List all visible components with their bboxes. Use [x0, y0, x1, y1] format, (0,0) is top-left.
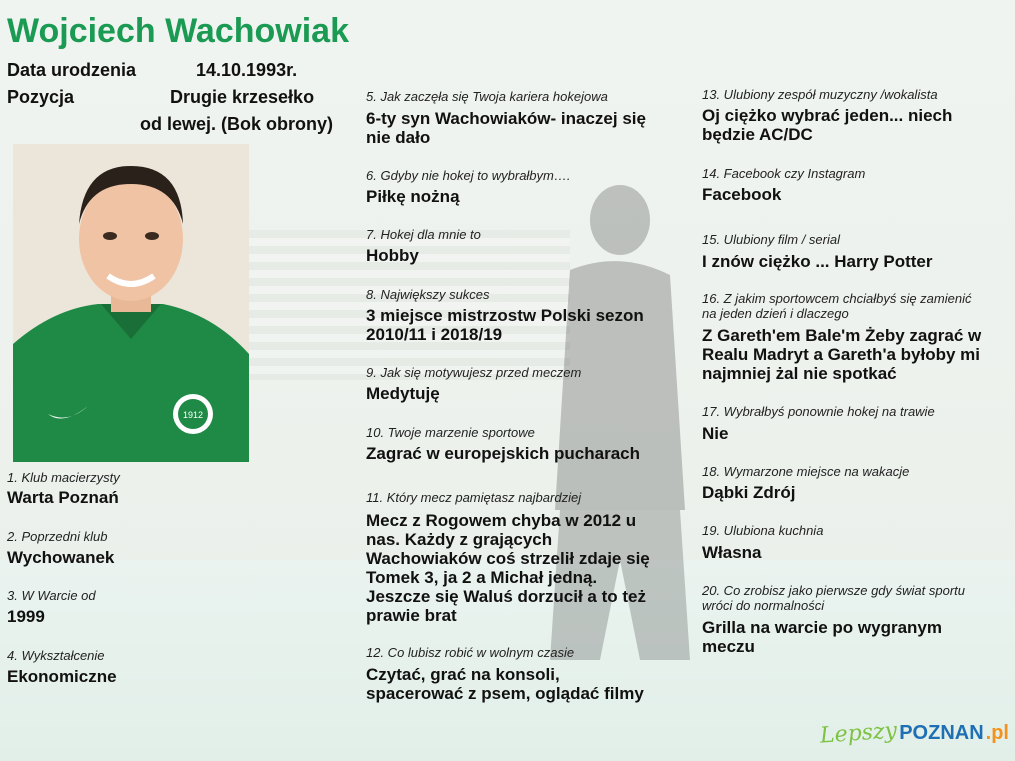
question-7: 7. Hokej dla mnie to [366, 227, 481, 242]
lepszypoznan-logo[interactable] [809, 718, 1009, 748]
question-3: 3. W Warcie od [7, 588, 96, 603]
birth-date-label: Data urodzenia [7, 60, 137, 80]
question-14: 14. Facebook czy Instagram [702, 166, 866, 181]
answer-15: I znów ciężko ... Harry Potter [702, 252, 933, 271]
logo-domain-text: .pl [985, 721, 1009, 744]
answer-9: Medytuję [366, 384, 440, 403]
logo-lepszy-text: Lepszy [819, 717, 898, 749]
position-label: Pozycja [7, 87, 75, 107]
answer-2: Wychowanek [7, 548, 115, 567]
position-value-line2: od lewej. (Bok obrony) [140, 114, 334, 134]
answer-3: 1999 [7, 607, 45, 626]
question-19: 19. Ulubiona kuchnia [702, 523, 824, 538]
answer-11: Mecz z Rogowem chyba w 2012 u nas. Każdy z grających Wachowiaków coś strzelił zdaje się Tomek 3, ja 2 a Michał jedną. Jeszcze się Waluś dorzucił a to też prawie brat [366, 511, 650, 625]
question-18: 18. Wymarzone miejsce na wakacje [702, 464, 910, 479]
answer-17: Nie [702, 424, 729, 443]
answer-4: Ekonomiczne [7, 667, 117, 686]
answer-14: Facebook [702, 185, 782, 204]
question-2: 2. Poprzedni klub [7, 529, 108, 544]
answer-1: Warta Poznań [7, 488, 119, 507]
player-photo [13, 144, 249, 462]
question-8: 8. Największy sukces [366, 287, 490, 302]
answer-6: Piłkę nożną [366, 187, 460, 206]
question-12: 12. Co lubisz robić w wolnym czasie [366, 645, 575, 660]
question-9: 9. Jak się motywujesz przed meczem [366, 365, 582, 380]
answer-7: Hobby [366, 246, 419, 265]
answer-13: Oj ciężko wybrać jeden... niech będzie AC/DC [702, 106, 953, 144]
question-16: 16. Z jakim sportowcem chciałbyś się zamienić na jeden dzień i dlaczego [702, 291, 972, 321]
answer-5: 6-ty syn Wachowiaków- inaczej się nie dało [366, 109, 646, 147]
question-13: 13. Ulubiony zespół muzyczny /wokalista [702, 87, 938, 102]
answer-18: Dąbki Zdrój [702, 483, 796, 502]
answer-19: Własna [702, 543, 762, 562]
birth-date-value: 14.10.1993r. [196, 60, 298, 80]
answer-20: Grilla na warcie po wygranym meczu [702, 618, 942, 656]
question-10: 10. Twoje marzenie sportowe [366, 425, 535, 440]
answer-16: Z Gareth'em Bale'm Żeby zagrać w Realu Madryt a Gareth'a byłoby mi najmniej żal nie spotkać [702, 326, 982, 383]
question-17: 17. Wybrałbyś ponownie hokej na trawie [702, 404, 935, 419]
logo-poznan-text: POZNAN [899, 721, 984, 744]
player-name: Wojciech Wachowiak [7, 12, 349, 50]
answer-8: 3 miejsce mistrzostw Polski sezon 2010/11 i 2018/19 [366, 306, 644, 344]
question-1: 1. Klub macierzysty [7, 470, 120, 485]
question-4: 4. Wykształcenie [7, 648, 105, 663]
badge-year: 1912 [182, 410, 204, 420]
question-15: 15. Ulubiony film / serial [702, 232, 840, 247]
question-11: 11. Który mecz pamiętasz najbardziej [366, 490, 582, 505]
answer-12: Czytać, grać na konsoli, spacerować z psem, oglądać filmy [366, 665, 644, 703]
answer-10: Zagrać w europejskich pucharach [366, 444, 640, 463]
question-20: 20. Co zrobisz jako pierwsze gdy świat sportu wróci do normalności [702, 583, 966, 613]
question-5: 5. Jak zaczęła się Twoja kariera hokejowa [366, 89, 608, 104]
question-6: 6. Gdyby nie hokej to wybrałbym…. [366, 168, 571, 183]
position-value-line1: Drugie krzesełko [170, 87, 315, 107]
